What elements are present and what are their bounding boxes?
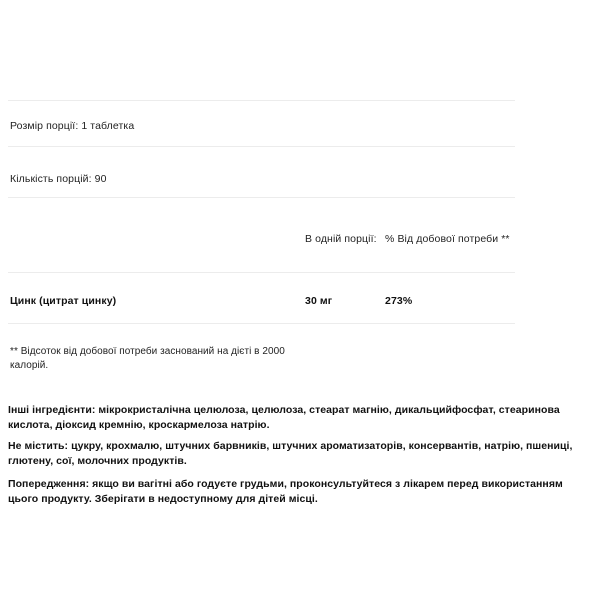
warning-text: Попередження: якщо ви вагітні або годуєте грудьми, проконсультуйтеся з лікарем перед використанням цього продукту. Зберігати в недоступному для дітей місці. <box>8 478 563 505</box>
divider-top <box>8 100 515 101</box>
divider-after-column-headers <box>8 272 515 273</box>
nutrient-amount: 30 мг <box>305 295 333 307</box>
serving-size-text: Розмір порції: 1 таблетка <box>10 120 135 132</box>
servings-per-container-text: Кількість порцій: 90 <box>10 173 107 185</box>
divider-after-nutrient-row <box>8 323 515 324</box>
nutrient-daily-value: 273% <box>385 295 413 307</box>
divider-after-servings-count <box>8 197 515 198</box>
divider-after-serving-size <box>8 146 515 147</box>
other-ingredients-text: Інші інгредієнти: мікрокристалічна целюлоза, целюлоза, стеарат магнію, дикальцийфосфат, стеаринова кислота, діоксид кремнію, кроскармелоза натрію. <box>8 404 560 431</box>
daily-value-footnote: ** Відсоток від добової потреби заснований на дієті в 2000 калорій. <box>10 346 285 371</box>
free-from-text: Не містить: цукру, крохмалю, штучних барвників, штучних ароматизаторів, консервантів, натрію, пшениці, глютену, сої, молочних продуктів. <box>8 440 573 467</box>
column-header-daily-value: % Від добової потреби ** <box>385 233 510 245</box>
nutrient-name: Цинк (цитрат цинку) <box>10 295 117 307</box>
column-header-amount-per-serving: В одній порції: <box>305 233 377 245</box>
